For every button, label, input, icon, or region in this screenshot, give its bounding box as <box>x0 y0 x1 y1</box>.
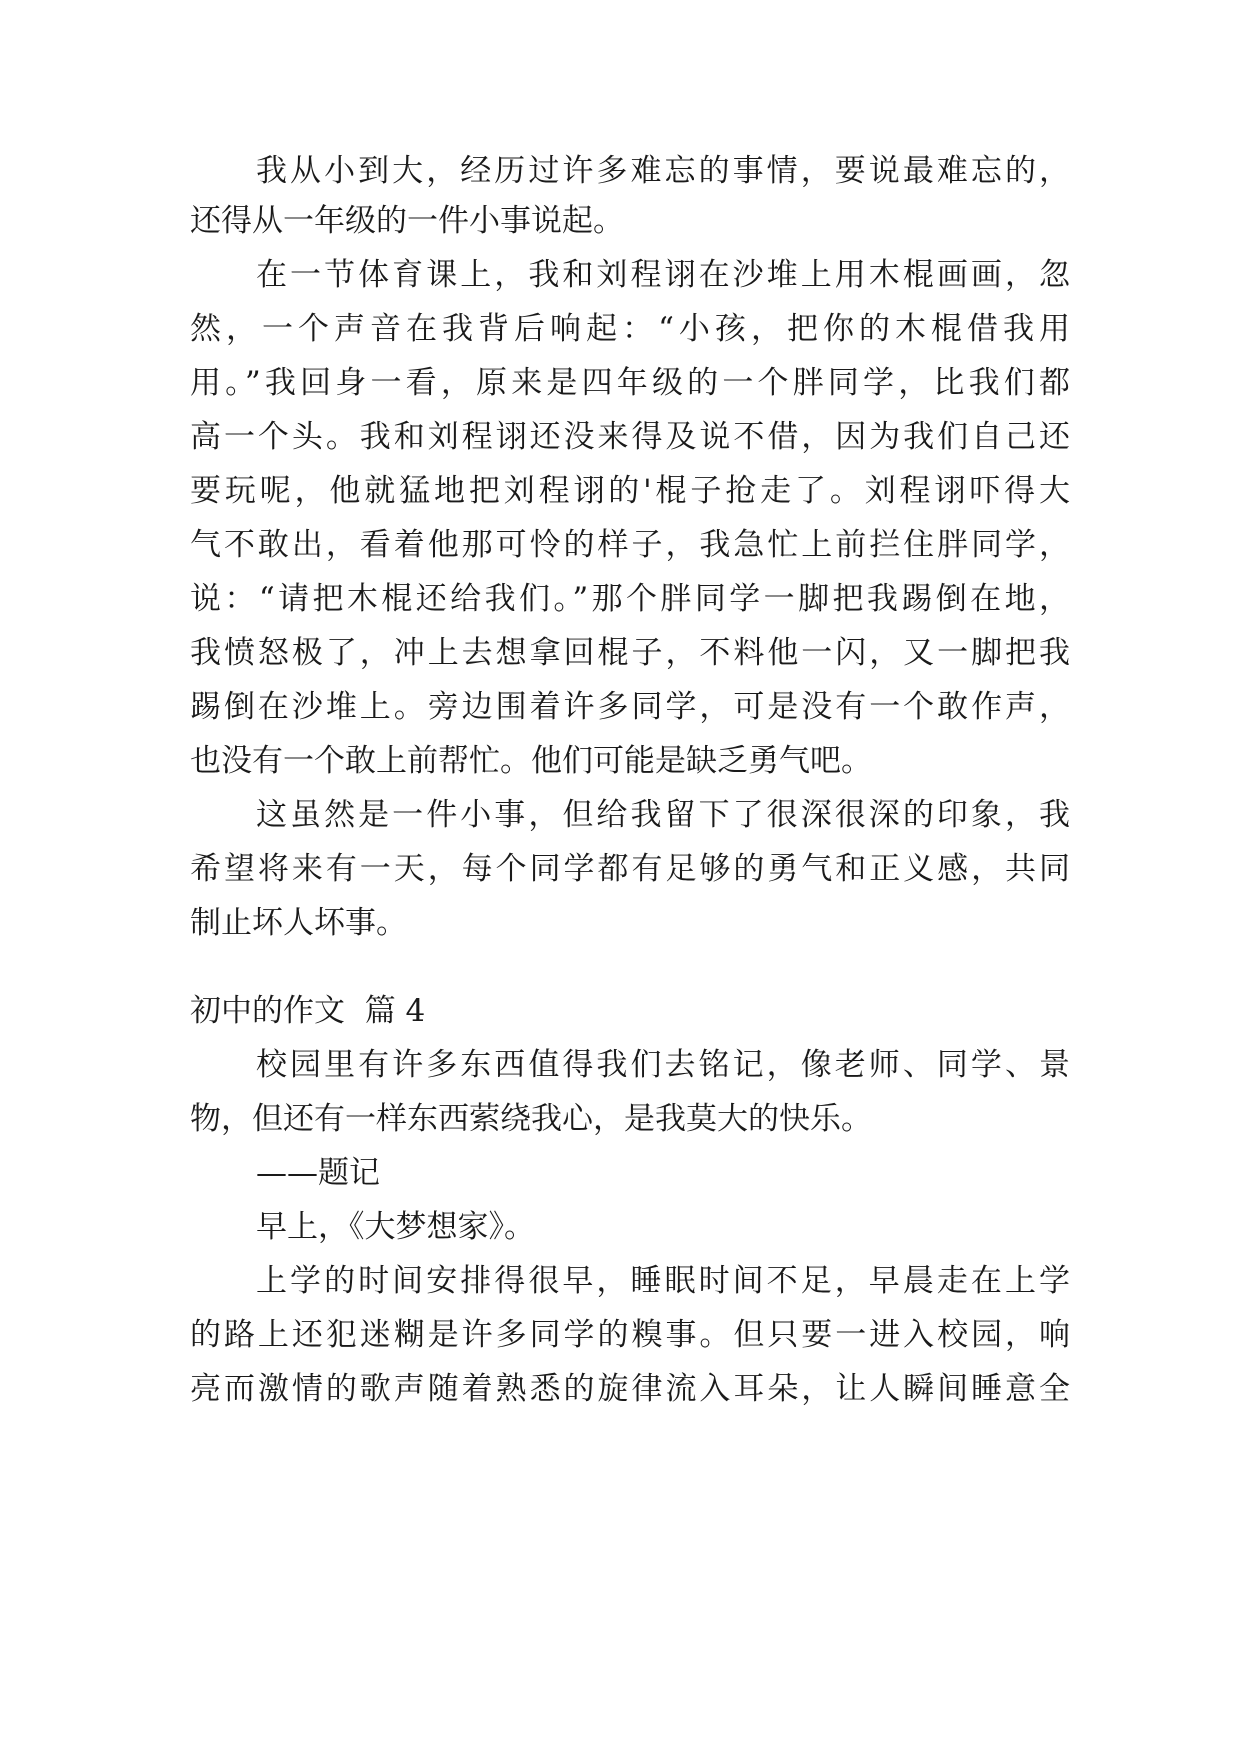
paragraph-1-line-2: 还得从一年级的一件小事说起。 <box>190 203 624 239</box>
paragraph-3-line-1: 这虽然是一件小事，但给我留下了很深很深的印象，我 <box>256 797 1070 833</box>
paragraph-2-line-8: 我愤怒极了，冲上去想拿回棍子，不料他一闪，又一脚把我 <box>190 635 1070 671</box>
inscription-line: ——题记 <box>256 1155 380 1191</box>
paragraph-5-line-3: 亮而激情的歌声随着熟悉的旋律流入耳朵，让人瞬间睡意全 <box>190 1371 1070 1407</box>
section-heading: 初中的作文 篇 4 <box>190 993 426 1029</box>
paragraph-2-line-2: 然，一个声音在我背后响起：“小孩，把你的木棍借我用 <box>190 311 1070 347</box>
paragraph-2-line-9: 踢倒在沙堆上。旁边围着许多同学，可是没有一个敢作声， <box>190 689 1070 725</box>
paragraph-3-line-2: 希望将来有一天，每个同学都有足够的勇气和正义感，共同 <box>190 851 1070 887</box>
paragraph-2-line-10: 也没有一个敢上前帮忙。他们可能是缺乏勇气吧。 <box>190 743 872 779</box>
paragraph-2-line-3: 用。”我回身一看，原来是四年级的一个胖同学，比我们都 <box>190 365 1070 401</box>
paragraph-2-line-6: 气不敢出，看着他那可怜的样子，我急忙上前拦住胖同学， <box>190 527 1070 563</box>
paragraph-2-line-4: 高一个头。我和刘程诩还没来得及说不借，因为我们自己还 <box>190 419 1070 455</box>
paragraph-1-line-1: 我从小到大，经历过许多难忘的事情，要说最难忘的， <box>256 153 1070 189</box>
paragraph-2-line-1: 在一节体育课上，我和刘程诩在沙堆上用木棍画画，忽 <box>256 257 1070 293</box>
paragraph-4-line-1: 校园里有许多东西值得我们去铭记，像老师、同学、景 <box>256 1047 1070 1083</box>
paragraph-5-line-1: 上学的时间安排得很早，睡眠时间不足，早晨走在上学 <box>256 1263 1070 1299</box>
paragraph-4-line-2: 物，但还有一样东西萦绕我心，是我莫大的快乐。 <box>190 1101 872 1137</box>
paragraph-2-line-7: 说：“请把木棍还给我们。”那个胖同学一脚把我踢倒在地， <box>190 581 1070 617</box>
paragraph-3-line-3: 制止坏人坏事。 <box>190 905 407 941</box>
paragraph-2-line-5: 要玩呢，他就猛地把刘程诩的'棍子抢走了。刘程诩吓得大 <box>190 473 1070 509</box>
morning-line: 早上，《大梦想家》。 <box>256 1209 535 1245</box>
paragraph-5-line-2: 的路上还犯迷糊是许多同学的糗事。但只要一进入校园，响 <box>190 1317 1070 1353</box>
